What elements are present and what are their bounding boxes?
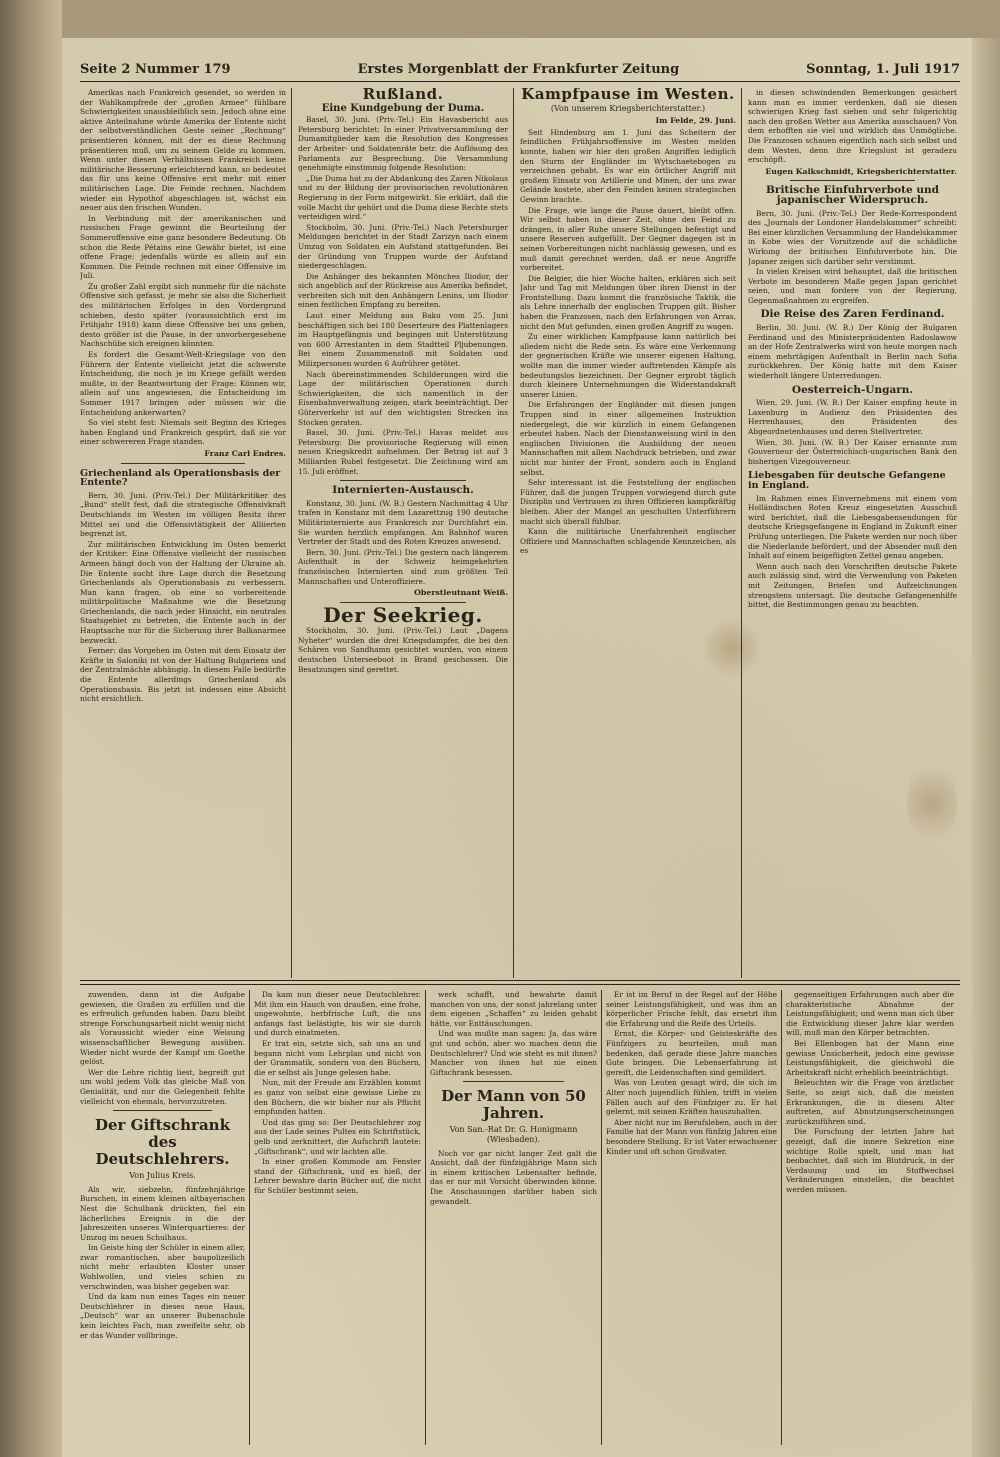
- article-paragraph: Im Rahmen eines Einvernehmens mit einem vom Holländischen Roten Kreuz eingesetzten Ausschuß wird berichtet, daß die Liebesgabensendungen für deutsche Kriegsgefangene in England in Zukunft einer Prüfung unterliegen. Die Pakete werden nur noch über die Niederlande befördert, und der Absender muß den Inhalt auf einem beigefügten Zettel genau angeben.: [748, 493, 957, 561]
- column-1: [80, 88, 292, 978]
- article-paragraph: Seit Hindenburg am 1. Juni das Scheitern der feindlichen Frühjahrsoffensive im Westen melden konnte, haben wir hier den großen Angriffen lediglich den Sturm der Engländer im Wytschaetebogen zu verzeichnen gehabt. Es war ein örtlicher Angriff mit großem Einsatz von Artillerie und Minen, der uns zwar Gelände kostete, aber den Feinden keinen strategischen Gewinn brachte.: [520, 127, 736, 204]
- article-paragraph: Die Forschung der letzten Jahre hat gezeigt, daß die innere Sekretion eine wichtige Rolle spielt, und man hat beobachtet, daß sich im Blutdruck, in der Verdauung und im Stoffwechsel Veränderungen einstellen, die beachtet werden müssen.: [786, 1127, 954, 1194]
- headline-poison-cabinet: Der Giftschrank des Deutschlehrers.: [95, 1116, 230, 1169]
- article-paragraph: Laut einer Meldung aus Baku vom 25. Juni beschäftigen sich bei 180 Deserteure des Plattenlagers im Hauptgefängnis und begingen mit Unterstützung von 600 Arrestanten in dem Stadtteil Pljubenungen. Bei einem Zusammenstoß mit Soldaten und Milizpersonen wurden 6 Aufrührer getötet.: [298, 311, 508, 369]
- divider: [790, 180, 915, 181]
- column-3: [520, 88, 742, 978]
- article-paragraph: Sehr interessant ist die Feststellung der englischen Führer, daß die jungen Truppen vorwiegend durch gute Disziplin und Vertrauen zu ihren Offizieren kampfkräftig bleiben. Aber der Mangel an geschulten Unterführern macht sich überall fühlbar.: [520, 478, 736, 526]
- book-binding: [0, 0, 62, 1457]
- article-paragraph: Beleuchten wir die Frage von ärztlicher Seite, so zeigt sich, daß die meisten Erkrankungen, die in diesem Alter auftreten, auf Abnutzungserscheinungen zurückzuführen sind.: [786, 1078, 954, 1126]
- article-paragraph: Er trat ein, setzte sich, sah uns an und begann nicht vom Lehrplan und nicht von der Grammatik, sondern von den Büchern, die er selbst als Junge gelesen habe.: [254, 1038, 421, 1077]
- column-4: [748, 88, 962, 978]
- article-paragraph: Bern, 30. Juni. (Priv.-Tel.) Die gestern nach längerem Aufenthalt in der Schweiz heimgekehrten französischen Internierten sind zum größten Teil Mannschaften und Unteroffiziere.: [298, 547, 508, 586]
- masthead: [80, 62, 960, 82]
- article-paragraph: Und was mußte man sagen: Ja, das wäre gut und schön, aber wo machen denn die Deutschlehrer? Und wie steht es mit ihnen? Mancher von ihnen hat nie einen Giftschrank besessen.: [430, 1029, 597, 1077]
- article-paragraph: gegenseitigen Erfahrungen auch aber die charakteristische Abnahme der Leistungsfähigkeit; und wenn man sich über die Entwicklung dieser Jahre klar werden will, muß man den Körper betrachten.: [786, 990, 954, 1038]
- feuilleton-column-1: [80, 990, 250, 1445]
- author-signature: Franz Carl Endres.: [204, 448, 286, 458]
- article-paragraph: Wien, 30. Juni. (W. B.) Der Kaiser ernannte zum Gouverneur der Österreichisch-ungarischen Bank den bisherigen Vizegouverneur.: [748, 437, 957, 466]
- main-columns: [80, 88, 960, 978]
- article-paragraph: „Die Duma hat zu der Abdankung des Zaren Nikolaus und zu der Bildung der provisorischen revolutionären Regierung in der Form mitgewirkt. Sie erklärt, daß die volle Macht ihr gehört und die Duma diese Rechte stets verteidigen wird.“: [298, 173, 508, 222]
- headline-austria-hungary: Oesterreich-Ungarn.: [791, 383, 914, 396]
- headline-greece: Griechenland als Operationsbasis der Entente?: [80, 467, 281, 489]
- article-paragraph: In Verbindung mit der amerikanischen und russischen Frage gewinnt die Beurteilung der Sommeroffensive eine ganz besondere Bedeutung. Ob schon die Rede Pétains eine Gewähr bietet, ist eine offene Frage; jedenfalls würde es allein auf ein Kommen. Die Feinde rechnen mit einer Offensive im Juli.: [80, 213, 286, 281]
- headline-russia: Rußland.: [362, 88, 444, 103]
- article-paragraph: Bern, 30. Juni. (Priv.-Tel.) Der Rede-Korrespondent des „Journals der Londoner Handelskammer“ schreibt: Bei einer kürzlichen Versammlung der Handelskammer in Kobe wies der Vorsitzende auf die schädliche Wirkung der britischen Einfuhrverbote hin. Die Japaner zeigen sich darüber sehr verstimmt.: [748, 208, 957, 266]
- top-margin-strip: [62, 0, 1000, 38]
- article-paragraph: Amerikas nach Frankreich gesendet, so werden in der Wahlkampfrede der „großen Armee“ fühlbare Schwierigkeiten unausbleiblich sein. Jedoch ohne eine aktive Anteilnahme würde Amerika der Entente nicht der selbstverständlichen Geste seiner „Rechnung“ präsentieren können, mit der es diese Rechnung präsentieren muß, um zu seinem Gelde zu kommen. Wenn unter diesen Verhältnissen Frankreich keine militärische Besserung erleichternd kann, so bedeutet das für uns keine Offensive erst mehr mit einer militärischen Lage. Die Feinde rechnen. Nachdem wieder ein Hypothof abgeschlagen ist, wächst ein neuer aus den frischen Wunden.: [80, 88, 286, 213]
- headline-exchange: Internierten-Austausch.: [332, 484, 474, 497]
- divider: [113, 1110, 212, 1111]
- article-paragraph: Konstanz, 30. Juni. (W. B.) Gestern Nachmittag 4 Uhr trafen in Konstanz mit dem Lazarettzug 190 deutsche Militärinternierte aus Frankreich zur Durchfahrt ein. Sie wurden herzlich empfangen. Am Bahnhof waren Vertreter der Stadt und des Roten Kreuzes anwesend.: [298, 498, 508, 547]
- article-paragraph: Die Belgier, die hier Woche halten, erklären sich seit Jahr und Tag mit Meldungen über ihren Dienst in der Frontstellung. Dazu kommt die französische Taktik, die als Lehre innerhalb der englischen Truppen gilt. Bisher haben die Franzosen, nach den Erfahrungen von Arras, nicht den Mut gefunden, einen großen Angriff zu wagen.: [520, 273, 736, 331]
- article-paragraph: Aber nicht nur im Berufsleben, auch in der Familie hat der Mann von fünfzig Jahren eine besondere Stellung. Er ist Vater erwachsener Kinder und oft schon Großvater.: [606, 1117, 777, 1156]
- dateline: Im Felde, 29. Juni.: [655, 116, 736, 126]
- article-paragraph: Als wir, siebzehn, fünfzehnjährige Burschen, in einem kleinen altbayerischen Nest die Schulbank drückten, fiel ein lächerliches Ereignis in die der Jahreszeiten unseres Winterquartieres: der Umzug im neuen Schulhaus.: [80, 1184, 245, 1242]
- issue-date: Sonntag, 1. Juli 1917: [806, 62, 960, 77]
- headline-man-of-fifty: Der Mann von 50 Jahren.: [441, 1087, 586, 1123]
- article-paragraph: Bern, 30. Juni. (Priv.-Tel.) Der Militärkritiker des „Bund“ stellt fest, daß die strategische Offensivkraft Deutschlands im Westen im völligen Besitz ihrer Mittel sei und die Offensivtätigkeit der Alliierten begrenzt ist.: [80, 490, 286, 539]
- article-paragraph: Noch vor gar nicht langer Zeit galt die Ansicht, daß der fünfzigjährige Mann sich in einem kritischen Lebensalter befinde, das er nur mit Vorsicht überwinden könne. Die Anschauungen darüber haben sich gewandelt.: [430, 1148, 597, 1206]
- feuilleton-column-4: [606, 990, 782, 1445]
- article-paragraph: Im Geiste hing der Schüler in einem aller, zwar romantischen, aber baupolizeilich nicht mehr erlaubten Kloster unser Wohlwollen, und vieles schien zu verschwinden, was bisher gegeben war.: [80, 1243, 245, 1291]
- article-paragraph: Nach übereinstimmenden Schilderungen wird die Lage der militärischen Operationen durch Schwierigkeiten, die sich namentlich in der Eisenbahnverwaltung zeigen, stark beeinträchtigt. Der Güterverkehr ist auf den wichtigsten Strecken ins Stocken geraten.: [298, 369, 508, 427]
- headline-prisoners: Liebesgaben für deutsche Gefangene in England.: [748, 470, 946, 491]
- headline-pause-west: Kampfpause im Westen.: [521, 88, 735, 103]
- article-paragraph: In einer großen Kommode am Fenster stand der Giftschrank, und es hieß, der Lehrer bewahre darin Bücher auf, die nicht für Schüler bestimmt seien.: [254, 1157, 421, 1195]
- article-paragraph: Und das ging so: Der Deutschlehrer zog aus der Lade seines Pultes ein Schriftstück, gelb und zerknittert, die Aufschrift lautete: „Giftschrank“, und wir lachten alle.: [254, 1117, 421, 1156]
- article-paragraph: Zur militärischen Entwicklung im Osten bemerkt der Kritiker: Eine Offensive vielleicht der russischen Armeen hängt doch von der Haltung der Ukraine ab. Die Entente sucht ihre Lage durch die Besetzung Griechenlands als Operationsbasis zu verbessern. Man kann fragen, ob eine so vorbereitende militärpolitische Maßnahme wie die Besetzung Griechenlands, die nach jeder Hinsicht, ein neutrales Staatsgebiet zu betreten, die Entente auch in der Hauptsache nur für die Sicherung ihrer Balkanarmee bezweckt.: [80, 539, 286, 645]
- article-paragraph: Zu einer wirklichen Kampfpause kann natürlich bei alledem nicht die Rede sein. Es wäre eine Verkennung der gegnerischen Kräfte wie unserer eigenen Haltung, wollte man die immer wieder auftretenden Kämpfe als bedeutungslos bezeichnen. Der Gegner erprobt täglich durch kleinere Unternehmungen die Widerstandskraft unserer Linien.: [520, 332, 736, 399]
- article-paragraph: Da kam nun dieser neue Deutschlehrer. Mit ihm ein Hauch von draußen, eine frohe, ungewohnte, herbfrische Luft, die uns anfangs fast belästigte, bis wir sie durch und durch einatmeten.: [254, 990, 421, 1038]
- author-signature: Eugen Kalkschmidt, Kriegsberichterstatter.: [765, 166, 957, 176]
- feuilleton-section: [80, 990, 960, 1445]
- feuilleton-column-2: [254, 990, 426, 1445]
- article-paragraph: Bei Ellenbogen hat der Mann eine gewisse Unsicherheit, jedoch eine gewisse Leistungsfähigkeit, die gleichwohl die Arbeitskraft nicht erheblich beeinträchtigt.: [786, 1038, 954, 1077]
- article-paragraph: Wien, 29. Juni. (W. B.) Der Kaiser empfing heute in Laxenburg in Audienz den Präsidenten des Herrenhauses, den Präsidenten des Abgeordnetenhauses und deren Stellvertreter.: [748, 398, 957, 436]
- divider: [340, 480, 466, 481]
- article-paragraph: Wer die Lehre richtig liest, begreift gut um wohl jedem Volk das gleiche Maß von Genialität, und nur die Gelegenheit fehlte vielleicht von ehemals, hervorzutreten.: [80, 1067, 245, 1106]
- article-paragraph: Ferner: das Vorgehen im Osten mit dem Einsatz der Kräfte in Saloniki ist von der Haltung Bulgariens und der Zentralmächte abhängig. In diesem Falle bedürfte die Entente allerdings Griechenland als Operationsbasis. Bis jetzt ist indessen eine Absicht nicht ersichtlich.: [80, 646, 286, 704]
- article-paragraph: Berlin, 30. Juni. (W. B.) Der König der Bulgaren Ferdinand und des Ministerpräsidenten Radoslawow an der Hofe Zentralwerks wird von heute morgen nach einem mehrtägigen Aufenthalt in Berlin nach Sofia zurückkehren. Der König hatte mit dem Kaiser wiederholt längere Unterredungen.: [748, 323, 957, 381]
- page-number: Seite 2 Nummer 179: [80, 62, 231, 77]
- article-paragraph: Ernst, die Körper- und Geisteskräfte des Fünfzigers zu beurteilen, muß man bedenken, daß gerade diese Jahre manches Gute bringen. Die Lebenserfahrung ist gereift, die Leidenschaften sind gemildert.: [606, 1029, 777, 1077]
- article-paragraph: Was von Leuten gesagt wird, die sich im Alter noch jugendlich fühlen, trifft in vielen Fällen auch auf den Fünfziger zu. Er hat gelernt, mit seinen Kräften hauszuhalten.: [606, 1078, 777, 1117]
- author-signature: Oberstleutnant Weiß.: [414, 588, 508, 598]
- divider: [463, 1081, 563, 1082]
- article-paragraph: werk schafft, und bewahrte damit manchen von uns, der sonst jahrelang unter dem eigenen „Schaffen“ zu leiden gehabt hätte, vor Enttäuschungen.: [430, 990, 597, 1028]
- feuilleton-separator: [80, 980, 960, 985]
- column-2: [298, 88, 514, 978]
- article-paragraph: Wenn auch nach den Vorschriften deutsche Pakete auch zulässig sind, wird die Verwendung von Paketen mit Zeitungen, Briefen und Aufzeichnungen strengstens untersagt. Die deutsche Gefangenenhilfe bittet, die Bestimmungen genau zu beachten.: [748, 561, 957, 610]
- article-paragraph: Basel, 30. Juni. (Priv.-Tel.) Ein Havasbericht aus Petersburg berichtet: In einer Privatversammlung der Dumamitglieder kam die Resolution des Kongresses der Arbeiter- und Soldatenräte betr. die Auflösung des Parlaments zur Besprechung. Die Versammlung genehmigte einstimmig folgende Resolution:: [298, 115, 508, 173]
- article-paragraph: in diesen schwindenden Bemerkungen gesichert kann man es immer verdenken, daß sie diesen schwierigen Krieg fast sieben und sehr folgerichtig nach den großen Wetter aus Amerika ausschauen? Von dem erhofften sie viel und wirklich das Unmögliche. Die Franzosen schauen eigentlich nach sich selbst und dem Westen, denn ihre Kriegslust ist geradezu erschöpft.: [748, 88, 957, 165]
- article-paragraph: Zu großer Zahl ergibt sich nunmehr für die nächste Offensive sich gefasst, je mehr sie also die Sicherheit des militärischen Erfolges in den Vordergrund schieben, desto später (voraussichtlich erst im Frühjahr 1918) kann diese Offensive bei uns geben, desto größer ist die Pause, in der unvorhergesehene Nachschübe sich ereignen könnten.: [80, 281, 286, 349]
- article-paragraph: Basel, 30. Juni. (Priv.-Tel.) Havas meldet aus Petersburg: Die provisorische Regierung will einen neuen Kriegskredit aufnehmen. Der Betrag ist auf 3 Milliarden Rubel festgesetzt. Die Zeichnung wird am 15. Juli eröffnet.: [298, 428, 508, 476]
- page-right-edge: [972, 38, 1000, 1457]
- feuilleton-column-3: [430, 990, 602, 1445]
- article-paragraph: Es fordert die Gesamt-Welt-Kriegslage von den Führern der Entente vielleicht jetzt die schwerste Entscheidung, die noch je im Kriege gefällt werden mußte, in der Beantwortung der Frage: Können wir, allein auf uns angewiesen, die Entscheidung im Sommer 1917 bringen oder müssen wir die Entscheidung ankerwarten?: [80, 350, 286, 417]
- article-paragraph: Kann die militärische Unerfahrenheit englischer Offiziere und Mannschaften schlagende Kennzeichen, als es: [520, 527, 736, 556]
- article-paragraph: zuwenden, dann ist die Aufgabe gewiesen, die Graßen zu erfüllen und die es erfreulich gefunden haben. Dazu bleibt strenge Forschungsarbeit nicht wenig nicht als Voraussicht wieder eine Weisung wissenschaftlicher Bewegung ausüben. Wieder nicht wurde der Kampf um Goethe gelöst.: [80, 990, 245, 1067]
- headline-tsar-ferdinand: Die Reise des Zaren Ferdinand.: [760, 308, 945, 321]
- article-paragraph: Nun, mit der Freude am Erzählen kommt es ganz von selbst eine gewisse Liebe zu den Büchern, die wir bisher nur als Pflicht empfunden hatten.: [254, 1078, 421, 1117]
- article-paragraph: Die Erfahrungen der Engländer mit diesen jungen Truppen sind in einer allgemeinen Instruktion niedergelegt, die wir kürzlich in einem Gefangenen erbeutet haben. Nach der Dienstanweisung wird in den englischen Divisionen die Ausbildung der neuen Mannschaften mit allem Nachdruck betrieben, und zwar nicht nur hinter der Front, sondern auch in England selbst.: [520, 400, 736, 477]
- article-paragraph: Die Frage, wie lange die Pause dauert, bleibt offen. Wir selbst haben in dieser Zeit, ohne den Feind zu drängen, in aller Ruhe unsere Stellungen befestigt und unsere Reserven aufgefüllt. Der Gegner dagegen ist in seinen Vorbereitungen nicht nachlässig gewesen, und es muß damit gerechnet werden, daß er neue Angriffe vorbereitet.: [520, 205, 736, 273]
- feuilleton-column-5: [786, 990, 958, 1445]
- subheadline-duma: Eine Kundgebung der Duma.: [321, 102, 485, 114]
- newspaper-title: Erstes Morgenblatt der Frankfurter Zeitung: [357, 62, 680, 77]
- article-paragraph: Und da kam nun eines Tages ein neuer Deutschlehrer in dieses neue Haus, „Deutsch“ war an unserer Bubenschule kein leichtes Fach, man zweifelte sehr, ob er das Wunder vollbringe.: [80, 1292, 245, 1340]
- correspondent-note: (Von unserem Kriegsberichterstatter.): [550, 103, 706, 113]
- article-paragraph: Stockholm, 30. Juni. (Priv.-Tel.) Laut „Dagens Nyheter“ wurden die drei Kriegsdampfer, die bei den Schären von Sandhamn gesichtet wurden, von einem deutschen Unterseeboot in Brand geschossen. Die Besatzungen sind gerettet.: [298, 626, 508, 674]
- headline-seawar: Der Seekrieg.: [323, 602, 483, 627]
- article-paragraph: Stockholm, 30. Juni. (Priv.-Tel.) Nach Petersburger Meldungen berichtet in der Stadt Zarizyn nach einem Umzug von Soldaten ein Aufstand stattgefunden. Bei der Gründung von Truppen wurde der Aufstand niedergeschlagen.: [298, 222, 508, 271]
- article-paragraph: So viel steht fest: Niemals seit Beginn des Krieges haben England und Frankreich gespürt, daß sie vor einer schwereren Frage standen.: [80, 418, 286, 447]
- article-paragraph: Die Anhänger des bekannten Mönches Iliodor, der sich angeblich auf der Rückreise aus Amerika befindet, verbreiten sich mit den Anhängern Lenins, um Iliodor einen festlichen Empfang zu bereiten.: [298, 271, 508, 310]
- headline-british-imports: Britische Einfuhrverbote und japanischer Widerspruch.: [766, 184, 939, 206]
- author-byline: Von Julius Kreis.: [129, 1171, 196, 1181]
- article-paragraph: In vielen Kreisen wird behauptet, daß die britischen Verbote im besonderen Maße gegen Japan gerichtet seien, und man fordere von der Regierung, Gegenmaßnahmen zu ergreifen.: [748, 267, 957, 305]
- divider: [121, 463, 245, 464]
- article-paragraph: Er ist im Beruf in der Regel auf der Höhe seiner Leistungsfähigkeit, und was ihm an körperlicher Frische fehlt, das ersetzt ihm die Erfahrung und die Reife des Urteils.: [606, 990, 777, 1028]
- newspaper-page: [62, 38, 1000, 1457]
- author-byline: Von San.-Rat Dr. G. Honigmann (Wiesbaden).: [449, 1125, 578, 1144]
